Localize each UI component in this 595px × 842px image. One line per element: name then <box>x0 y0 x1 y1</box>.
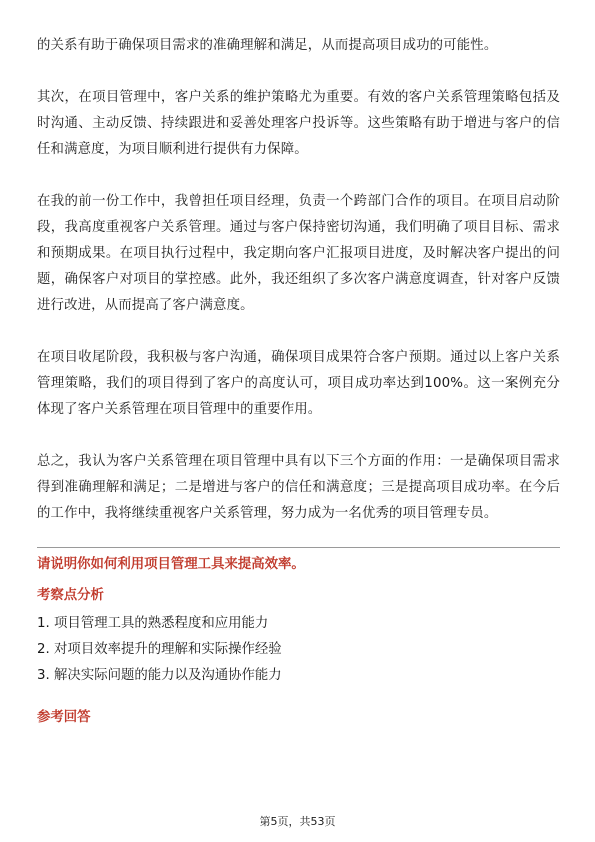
analysis-heading: 考察点分析 <box>37 588 104 603</box>
paragraph-3: 在我的前一份工作中，我曾担任项目经理，负责一个跨部门合作的项目。在项目启动阶段，我高度重视客户关系管理。通过与客户保持密切沟通，我们明确了项目目标、需求和预期成果。在项目执行过程中，我定期向客户汇报项目进度，及时解决客户提出的问题，确保客户对项目的掌控感。此外，我还组织了多次客户满意度调查，针对客户反馈进行改进，从而提高了客户满意度。 <box>37 194 560 313</box>
paragraph-5: 总之，我认为客户关系管理在项目管理中具有以下三个方面的作用：一是确保项目需求得到准确理解和满足；二是增进与客户的信任和满意度；三是提高项目成功率。在今后的工作中，我将继续重视客户关系管理，努力成为一名优秀的项目管理专员。 <box>37 454 560 521</box>
page-number-footer: 第5页，共53页 <box>259 815 336 828</box>
analysis-point-3: 3. 解决实际问题的能力以及沟通协作能力 <box>37 668 282 683</box>
analysis-point-2: 2. 对项目效率提升的理解和实际操作经验 <box>37 642 282 657</box>
reference-answer-heading: 参考回答 <box>37 710 91 725</box>
analysis-point-1: 1. 项目管理工具的熟悉程度和应用能力 <box>37 616 269 631</box>
analysis-points-list <box>37 611 560 689</box>
interview-question: 请说明你如何利用项目管理工具来提高效率。 <box>37 557 305 572</box>
paragraph-4: 在项目收尾阶段，我积极与客户沟通，确保项目成果符合客户预期。通过以上客户关系管理策略，我们的项目得到了客户的高度认可，项目成功率达到100%。这一案例充分体现了客户关系管理在项目管理中的重要作用。 <box>37 350 560 417</box>
section-divider <box>37 547 560 548</box>
page-content <box>37 33 560 733</box>
paragraph-2: 其次，在项目管理中，客户关系的维护策略尤为重要。有效的客户关系管理策略包括及时沟通、主动反馈、持续跟进和妥善处理客户投诉等。这些策略有助于增进与客户的信任和满意度，为项目顺利进行提供有力保障。 <box>37 90 560 157</box>
paragraph-1: 的关系有助于确保项目需求的准确理解和满足，从而提高项目成功的可能性。 <box>37 38 498 53</box>
